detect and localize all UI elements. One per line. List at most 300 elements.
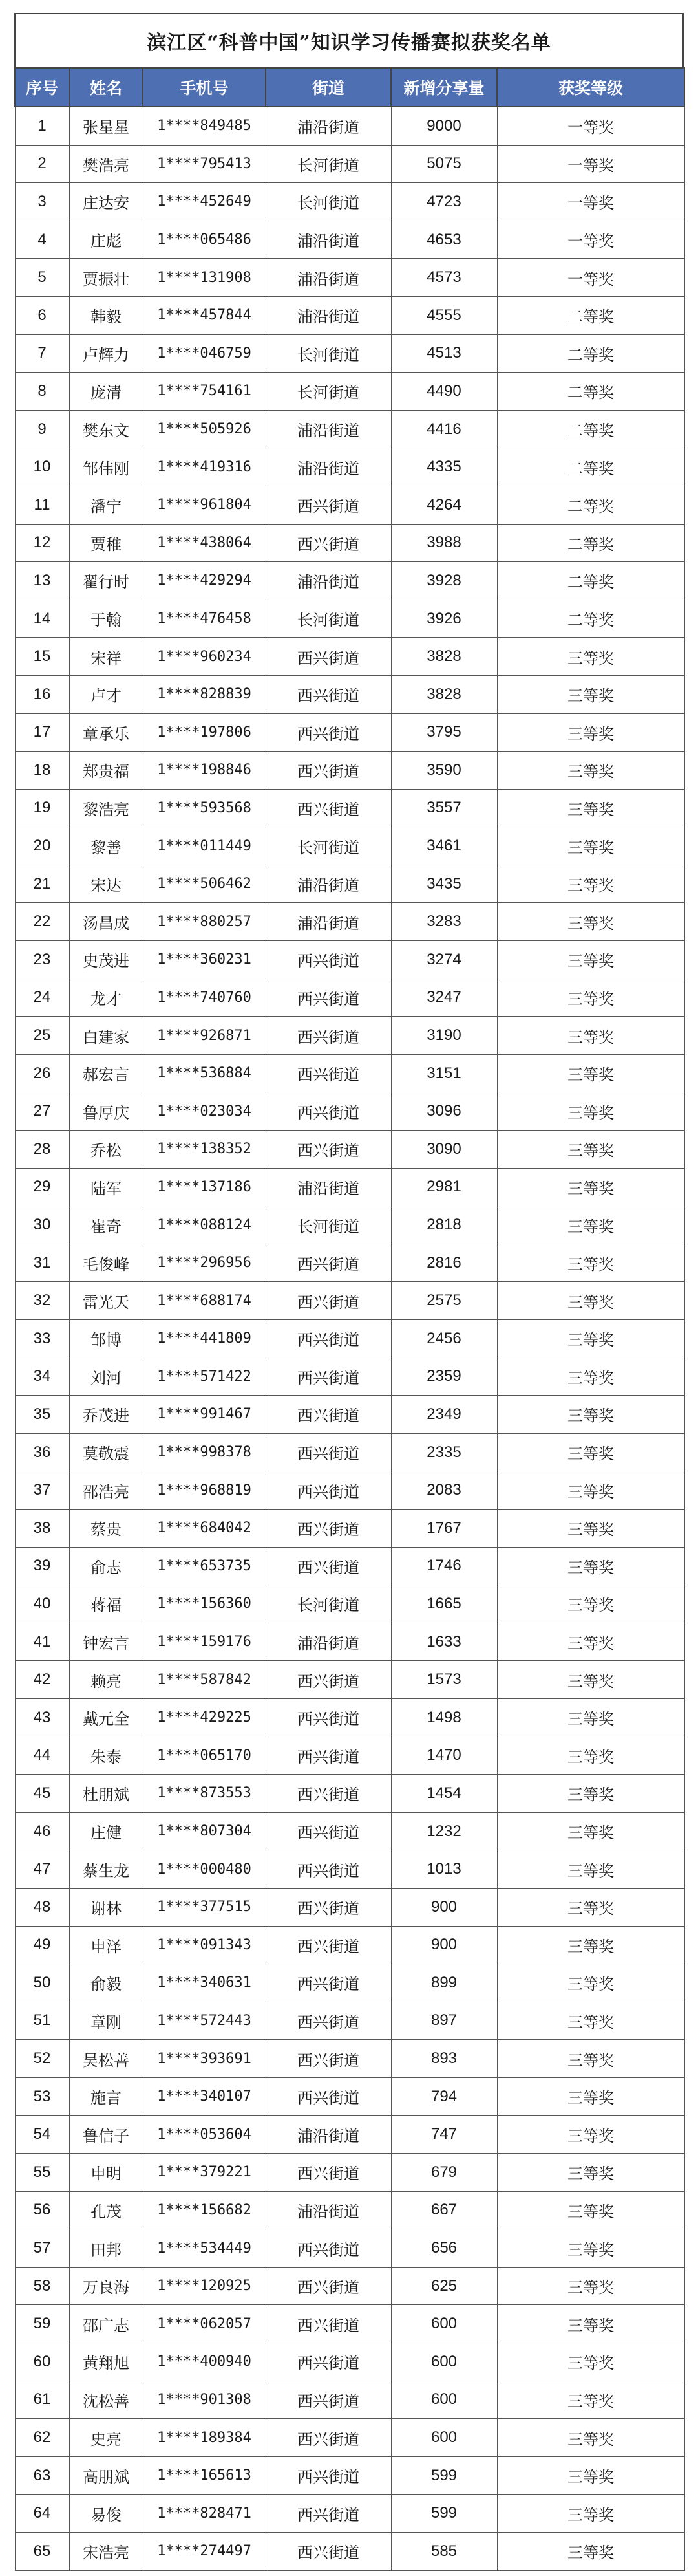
table-row [15,1850,684,1889]
cell-phone: 1****062057 [143,2305,266,2343]
cell-street: 长河街道 [266,373,391,411]
cell-name: 施言 [69,2077,143,2116]
header-name: 姓名 [69,68,143,107]
table-row [15,2533,684,2571]
cell-name: 黎善 [69,827,143,865]
table-row [15,675,684,713]
cell-name: 俞毅 [69,1964,143,2002]
cell-street: 西兴街道 [266,2343,391,2381]
cell-award-level: 三等奖 [497,2154,684,2192]
table-row [15,1168,684,1206]
cell-street: 西兴街道 [266,2419,391,2457]
cell-index: 43 [15,1698,69,1737]
cell-phone: 1****393691 [143,2040,266,2078]
cell-award-level: 二等奖 [497,410,684,448]
cell-phone: 1****536884 [143,1054,266,1092]
table-row [15,524,684,562]
table-row [15,1433,684,1471]
cell-name: 白建家 [69,1017,143,1055]
header-street: 街道 [266,68,391,107]
cell-phone: 1****198846 [143,752,266,790]
cell-index: 61 [15,2381,69,2419]
cell-shares: 893 [391,2040,497,2078]
cell-name: 田邦 [69,2229,143,2268]
cell-street: 长河街道 [266,1206,391,1244]
table-row [15,638,684,676]
cell-award-level: 三等奖 [497,2077,684,2116]
cell-phone: 1****849485 [143,107,266,145]
table-row [15,1964,684,2002]
cell-award-level: 二等奖 [497,562,684,600]
cell-phone: 1****065486 [143,221,266,259]
cell-award-level: 三等奖 [497,1888,684,1926]
cell-award-level: 三等奖 [497,1396,684,1434]
cell-name: 鲁厚庆 [69,1092,143,1131]
table-row [15,2305,684,2343]
cell-index: 9 [15,410,69,448]
cell-name: 张星星 [69,107,143,145]
table-row [15,979,684,1017]
cell-index: 3 [15,183,69,221]
cell-shares: 1746 [391,1547,497,1585]
cell-index: 54 [15,2116,69,2154]
cell-street: 西兴街道 [266,1092,391,1131]
cell-index: 64 [15,2495,69,2533]
table-row [15,107,684,145]
table-row [15,865,684,903]
table-row [15,296,684,334]
cell-award-level: 二等奖 [497,334,684,373]
cell-award-level: 三等奖 [497,903,684,941]
cell-name: 翟行时 [69,562,143,600]
cell-index: 48 [15,1888,69,1926]
cell-phone: 1****197806 [143,713,266,752]
cell-street: 西兴街道 [266,1775,391,1813]
cell-street: 长河街道 [266,600,391,638]
cell-award-level: 三等奖 [497,789,684,827]
cell-index: 42 [15,1661,69,1699]
table-row [15,1054,684,1092]
cell-shares: 599 [391,2456,497,2495]
cell-shares: 1767 [391,1509,497,1547]
cell-street: 西兴街道 [266,1054,391,1092]
cell-index: 63 [15,2456,69,2495]
cell-award-level: 三等奖 [497,2229,684,2268]
cell-street: 浦沿街道 [266,448,391,486]
cell-award-level: 三等奖 [497,941,684,979]
table-row [15,1131,684,1169]
cell-street: 西兴街道 [266,1131,391,1169]
cell-shares: 600 [391,2381,497,2419]
table-row [15,1812,684,1850]
cell-shares: 3090 [391,1131,497,1169]
table-row [15,486,684,524]
cell-award-level: 三等奖 [497,1698,684,1737]
cell-shares: 3557 [391,789,497,827]
cell-name: 朱泰 [69,1737,143,1775]
cell-index: 50 [15,1964,69,2002]
cell-name: 申明 [69,2154,143,2192]
cell-shares: 4723 [391,183,497,221]
cell-shares: 794 [391,2077,497,2116]
table-row [15,183,684,221]
cell-shares: 4264 [391,486,497,524]
cell-phone: 1****740760 [143,979,266,1017]
cell-name: 潘宁 [69,486,143,524]
cell-phone: 1****429294 [143,562,266,600]
table-row [15,2267,684,2305]
cell-street: 西兴街道 [266,1698,391,1737]
cell-index: 39 [15,1547,69,1585]
cell-phone: 1****505926 [143,410,266,448]
cell-shares: 4513 [391,334,497,373]
cell-street: 浦沿街道 [266,296,391,334]
cell-shares: 1498 [391,1698,497,1737]
cell-street: 西兴街道 [266,524,391,562]
award-table [14,67,685,2571]
table-row [15,600,684,638]
cell-award-level: 二等奖 [497,486,684,524]
cell-street: 西兴街道 [266,979,391,1017]
cell-street: 西兴街道 [266,941,391,979]
cell-phone: 1****065170 [143,1737,266,1775]
cell-index: 60 [15,2343,69,2381]
cell-phone: 1****165613 [143,2456,266,2495]
cell-shares: 3190 [391,1017,497,1055]
table-row [15,1888,684,1926]
cell-street: 西兴街道 [266,2077,391,2116]
table-row [15,2116,684,2154]
cell-phone: 1****088124 [143,1206,266,1244]
header-row [15,68,684,107]
table-row [15,1698,684,1737]
cell-phone: 1****571422 [143,1358,266,1396]
cell-name: 庄健 [69,1812,143,1850]
table-row [15,373,684,411]
cell-name: 郝宏言 [69,1054,143,1092]
table-row [15,1623,684,1661]
cell-street: 西兴街道 [266,675,391,713]
cell-award-level: 三等奖 [497,1850,684,1889]
cell-phone: 1****457844 [143,296,266,334]
cell-street: 浦沿街道 [266,221,391,259]
cell-name: 庄达安 [69,183,143,221]
cell-phone: 1****340107 [143,2077,266,2116]
cell-phone: 1****419316 [143,448,266,486]
cell-name: 章刚 [69,2002,143,2040]
cell-street: 浦沿街道 [266,1623,391,1661]
cell-street: 浦沿街道 [266,1168,391,1206]
cell-shares: 1232 [391,1812,497,1850]
cell-shares: 1665 [391,1585,497,1623]
table-row [15,1547,684,1585]
cell-phone: 1****156682 [143,2191,266,2229]
table-row [15,334,684,373]
cell-award-level: 三等奖 [497,2267,684,2305]
cell-award-level: 一等奖 [497,259,684,297]
cell-name: 赖亮 [69,1661,143,1699]
cell-street: 西兴街道 [266,638,391,676]
cell-shares: 2083 [391,1471,497,1510]
cell-name: 戴元全 [69,1698,143,1737]
cell-street: 西兴街道 [266,1396,391,1434]
cell-shares: 3988 [391,524,497,562]
cell-index: 35 [15,1396,69,1434]
table-row [15,2154,684,2192]
cell-phone: 1****452649 [143,183,266,221]
cell-phone: 1****429225 [143,1698,266,1737]
cell-index: 5 [15,259,69,297]
cell-phone: 1****991467 [143,1396,266,1434]
cell-name: 于翰 [69,600,143,638]
cell-street: 长河街道 [266,827,391,865]
cell-shares: 1633 [391,1623,497,1661]
cell-award-level: 三等奖 [497,827,684,865]
cell-index: 62 [15,2419,69,2457]
cell-award-level: 三等奖 [497,2419,684,2457]
table-row [15,562,684,600]
cell-name: 沈松善 [69,2381,143,2419]
cell-index: 33 [15,1320,69,1358]
cell-index: 29 [15,1168,69,1206]
cell-award-level: 三等奖 [497,1623,684,1661]
cell-phone: 1****828471 [143,2495,266,2533]
cell-award-level: 二等奖 [497,448,684,486]
cell-phone: 1****438064 [143,524,266,562]
cell-street: 西兴街道 [266,2040,391,2078]
table-row [15,1017,684,1055]
cell-phone: 1****901308 [143,2381,266,2419]
cell-index: 31 [15,1244,69,1282]
cell-index: 18 [15,752,69,790]
cell-award-level: 三等奖 [497,675,684,713]
cell-index: 19 [15,789,69,827]
cell-index: 24 [15,979,69,1017]
cell-shares: 3247 [391,979,497,1017]
table-row [15,2040,684,2078]
cell-phone: 1****091343 [143,1926,266,1964]
table-row [15,1206,684,1244]
table-row [15,903,684,941]
cell-phone: 1****653735 [143,1547,266,1585]
cell-name: 蒋福 [69,1585,143,1623]
cell-name: 高朋斌 [69,2456,143,2495]
cell-index: 40 [15,1585,69,1623]
cell-phone: 1****754161 [143,373,266,411]
table-row [15,2191,684,2229]
header-shares: 新增分享量 [391,68,497,107]
cell-award-level: 三等奖 [497,1509,684,1547]
cell-shares: 1013 [391,1850,497,1889]
cell-name: 谢林 [69,1888,143,1926]
table-row [15,941,684,979]
cell-index: 65 [15,2533,69,2571]
table-row [15,221,684,259]
award-list-sheet [14,13,684,2571]
cell-shares: 2981 [391,1168,497,1206]
cell-index: 27 [15,1092,69,1131]
cell-index: 51 [15,2002,69,2040]
cell-award-level: 三等奖 [497,2381,684,2419]
cell-name: 陆军 [69,1168,143,1206]
cell-street: 浦沿街道 [266,865,391,903]
cell-shares: 747 [391,2116,497,2154]
cell-shares: 2816 [391,1244,497,1282]
cell-index: 38 [15,1509,69,1547]
cell-name: 乔茂进 [69,1396,143,1434]
cell-index: 34 [15,1358,69,1396]
cell-shares: 899 [391,1964,497,2002]
cell-award-level: 二等奖 [497,296,684,334]
cell-index: 13 [15,562,69,600]
cell-street: 长河街道 [266,334,391,373]
cell-street: 西兴街道 [266,1926,391,1964]
header-phone: 手机号 [143,68,266,107]
cell-award-level: 三等奖 [497,2040,684,2078]
cell-street: 西兴街道 [266,1888,391,1926]
cell-index: 12 [15,524,69,562]
table-row [15,2229,684,2268]
cell-name: 史茂进 [69,941,143,979]
cell-street: 长河街道 [266,1585,391,1623]
cell-award-level: 三等奖 [497,1471,684,1510]
cell-name: 韩毅 [69,296,143,334]
cell-award-level: 一等奖 [497,145,684,183]
cell-street: 西兴街道 [266,1509,391,1547]
cell-phone: 1****534449 [143,2229,266,2268]
table-row [15,145,684,183]
table-row [15,259,684,297]
cell-name: 宋浩亮 [69,2533,143,2571]
cell-shares: 3795 [391,713,497,752]
cell-index: 49 [15,1926,69,1964]
cell-shares: 2349 [391,1396,497,1434]
cell-award-level: 三等奖 [497,1926,684,1964]
cell-shares: 900 [391,1888,497,1926]
cell-index: 15 [15,638,69,676]
cell-award-level: 三等奖 [497,2002,684,2040]
table-row [15,1471,684,1510]
cell-award-level: 三等奖 [497,1737,684,1775]
cell-phone: 1****400940 [143,2343,266,2381]
cell-index: 36 [15,1433,69,1471]
cell-shares: 897 [391,2002,497,2040]
cell-award-level: 三等奖 [497,713,684,752]
cell-shares: 1470 [391,1737,497,1775]
cell-award-level: 三等奖 [497,1661,684,1699]
cell-shares: 679 [391,2154,497,2192]
cell-name: 史亮 [69,2419,143,2457]
cell-shares: 4573 [391,259,497,297]
cell-name: 樊浩亮 [69,145,143,183]
cell-phone: 1****795413 [143,145,266,183]
cell-street: 长河街道 [266,145,391,183]
cell-shares: 600 [391,2419,497,2457]
cell-index: 11 [15,486,69,524]
cell-shares: 3928 [391,562,497,600]
cell-phone: 1****156360 [143,1585,266,1623]
cell-name: 邹伟刚 [69,448,143,486]
cell-award-level: 二等奖 [497,524,684,562]
cell-name: 郑贵福 [69,752,143,790]
cell-award-level: 三等奖 [497,2116,684,2154]
cell-shares: 2818 [391,1206,497,1244]
cell-shares: 4335 [391,448,497,486]
cell-shares: 5075 [391,145,497,183]
cell-index: 37 [15,1471,69,1510]
cell-index: 30 [15,1206,69,1244]
table-row [15,1244,684,1282]
cell-index: 46 [15,1812,69,1850]
cell-street: 西兴街道 [266,2154,391,2192]
cell-shares: 600 [391,2305,497,2343]
cell-index: 25 [15,1017,69,1055]
cell-name: 孔茂 [69,2191,143,2229]
table-row [15,752,684,790]
cell-award-level: 三等奖 [497,1547,684,1585]
cell-index: 6 [15,296,69,334]
cell-index: 56 [15,2191,69,2229]
cell-shares: 3283 [391,903,497,941]
cell-street: 浦沿街道 [266,259,391,297]
cell-name: 龙才 [69,979,143,1017]
table-body [15,107,684,2570]
table-row [15,2419,684,2457]
cell-phone: 1****296956 [143,1244,266,1282]
table-row [15,2456,684,2495]
cell-award-level: 三等奖 [497,1017,684,1055]
cell-phone: 1****360231 [143,941,266,979]
cell-phone: 1****807304 [143,1812,266,1850]
cell-phone: 1****379221 [143,2154,266,2192]
cell-street: 浦沿街道 [266,903,391,941]
cell-phone: 1****961804 [143,486,266,524]
cell-name: 贾稚 [69,524,143,562]
cell-name: 庄彪 [69,221,143,259]
cell-index: 8 [15,373,69,411]
cell-index: 45 [15,1775,69,1813]
cell-shares: 4555 [391,296,497,334]
cell-index: 59 [15,2305,69,2343]
table-row [15,2381,684,2419]
cell-shares: 3151 [391,1054,497,1092]
cell-shares: 2335 [391,1433,497,1471]
cell-name: 章承乐 [69,713,143,752]
cell-name: 乔松 [69,1131,143,1169]
cell-street: 西兴街道 [266,2533,391,2571]
cell-name: 蔡生龙 [69,1850,143,1889]
cell-street: 西兴街道 [266,1244,391,1282]
cell-name: 庞清 [69,373,143,411]
cell-shares: 2456 [391,1320,497,1358]
cell-phone: 1****120925 [143,2267,266,2305]
cell-index: 21 [15,865,69,903]
cell-name: 宋达 [69,865,143,903]
cell-street: 西兴街道 [266,1964,391,2002]
cell-shares: 3828 [391,638,497,676]
cell-phone: 1****053604 [143,2116,266,2154]
cell-shares: 3926 [391,600,497,638]
cell-award-level: 三等奖 [497,1775,684,1813]
cell-shares: 599 [391,2495,497,2533]
cell-street: 西兴街道 [266,1737,391,1775]
cell-award-level: 三等奖 [497,979,684,1017]
cell-shares: 3828 [391,675,497,713]
cell-phone: 1****828839 [143,675,266,713]
cell-phone: 1****587842 [143,1661,266,1699]
cell-phone: 1****159176 [143,1623,266,1661]
cell-award-level: 三等奖 [497,2533,684,2571]
